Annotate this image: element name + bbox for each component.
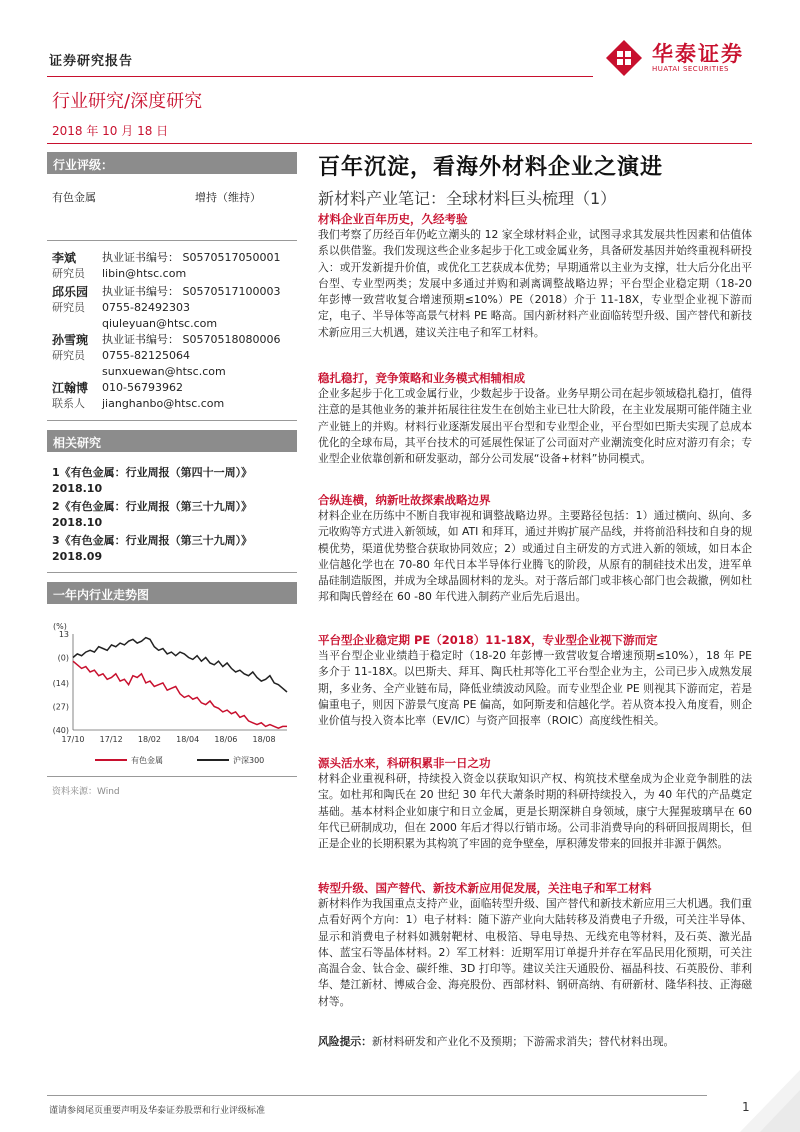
sidebar-divider [47, 776, 297, 777]
section-body: 当平台型企业业绩趋于稳定时（18-20 年彭博一致营收复合增速预期≤10%），18 年 PE 多介于 11-18X。以巴斯夫、拜耳、陶氏杜邦等化工平台型企业为主，公司已步入成熟发展期，多业务、全产业链布局，降低业绩波动风险。而专业型企业 PE 则视其下游而定，若是偏重电子，则因下游景气度高 PE 偏高，如阿斯麦和信越化学。若从资本投入角度看，则企业价值与投入资本比率（EV/IC）与资产回报率（ROIC）高度线性相关。 [318, 649, 752, 728]
logo-en: HUATAI SECURITIES [652, 65, 729, 73]
section-heading: 平台型企业稳定期 PE（2018）11-18X，专业型企业视下游而定 [318, 633, 658, 647]
analyst-phone: 0755-82125064 [102, 349, 190, 362]
analyst-phone: 010-56793962 [102, 381, 183, 394]
series-line-nonferrous [73, 661, 287, 728]
y-tick-label: (40) [52, 726, 69, 735]
analyst-email[interactable]: qiuleyuan@htsc.com [102, 317, 218, 330]
legend-label: 有色金属 [131, 756, 163, 765]
related-item[interactable] [52, 465, 297, 497]
risk-text: 新材料研发和产业化不及预期；下游需求消失；替代材料出现。 [371, 1035, 675, 1048]
brand-logo [602, 38, 762, 78]
industry-name: 有色金属 [52, 191, 96, 204]
report-subtitle: 新材料产业笔记：全球材料巨头梳理（1） [318, 189, 617, 208]
analyst-cert: 执业证书编号： S0570518080006 [102, 333, 281, 346]
x-tick-label: 18/06 [214, 735, 238, 744]
footer-disclaimer[interactable]: 谨请参阅尾页重要声明及华泰证券股票和行业评级标准 [49, 1106, 266, 1116]
section-history [318, 211, 752, 341]
sidebar-divider [47, 572, 297, 573]
y-tick-label: (14) [52, 678, 69, 688]
sidebar-divider [47, 240, 297, 241]
section-boundary [318, 492, 752, 606]
header-divider-2 [47, 143, 752, 144]
section-body: 材料企业在历练中不断自我审视和调整战略边界。主要路径包括：1）通过横向、纵向、多元收购等方式进入新领域，如 ATI 和拜耳，通过并购扩展产品线，并将前沿科技和自身的规模优势，渠道优势整合获取协同效应；2）或通过自主研发的方式进入新的领域，如日本企业信越化学也在 70-80 年代日本半导体行业腾飞的阶段，从原有的制硅技术出发，进军单晶硅制造版图，并成为全球晶圆材料的龙头。对于落后部门或非核心部门也会裁撤，例如杜邦和陶氏曾经在 60 -80 年代进入制药产业后先后退出。 [318, 509, 752, 604]
analyst-card [52, 284, 281, 330]
industry-trend-chart [47, 620, 297, 770]
chart-source: 资料来源：Wind [52, 787, 120, 797]
logo-name: 华泰证券 [652, 42, 744, 66]
series-line-csi300 [73, 638, 287, 692]
report-date: 2018 年 10 月 18 日 [52, 124, 169, 138]
analyst-cert: 执业证书编号： S0570517100003 [102, 285, 281, 298]
report-title: 百年沉淀，看海外材料企业之演进 [318, 155, 664, 180]
section-heading: 合纵连横，纳新吐故探索战略边界 [318, 493, 491, 507]
section-valuation [318, 632, 752, 729]
section-outlook [318, 880, 752, 1010]
x-tick-label: 18/02 [137, 735, 161, 744]
analyst-role: 联系人 [52, 397, 85, 410]
report-category: 行业研究/深度研究 [52, 91, 203, 112]
related-title[interactable]: 2《有色金属：行业周报（第三十九周）》 [52, 500, 253, 513]
related-date: 2018.10 [52, 482, 103, 495]
corner-decoration-icon [700, 1060, 800, 1132]
y-tick-label: (0) [57, 653, 69, 663]
analyst-email[interactable]: libin@htsc.com [102, 267, 187, 280]
section-research [318, 755, 752, 852]
analyst-card [52, 380, 225, 412]
x-tick-label: 17/10 [61, 735, 85, 744]
section-body: 我们考察了历经百年仍屹立潮头的 12 家全球材料企业，试图寻求其发展共性因素和估值体系以供借鉴。我们发现这些企业多起步于化工或金属业务，具备研发基因并始终重视科研投入：或开发新提升价值，或优化工艺获成本优势；早期通常以主业为支撑，壮大后分化出平台型、专业型两类；发展中多通过并购和剥离调整战略边界；平台型企业稳定期（18-20 年彭博一致营收复合增速预期≤10%）PE（2018）介于 11-18X，专业型企业视下游而定，电子、半导体等高景气材料 PE 略高。国内新材料产业面临转型升级、国产替代和新技术新应用三大机遇，建议关注电子和军工材料。 [318, 228, 752, 339]
analyst-name: 邱乐园 [52, 285, 89, 299]
analyst-name: 江翰博 [52, 381, 89, 395]
logo-mark-icon [602, 38, 646, 78]
sidebar-divider [47, 420, 297, 421]
related-date: 2018.10 [52, 516, 103, 529]
analyst-email[interactable]: jianghanbo@htsc.com [102, 397, 225, 410]
y-tick-label: 13 [58, 630, 69, 639]
footer-divider [47, 1095, 707, 1096]
analyst-role: 研究员 [52, 267, 85, 280]
related-title[interactable]: 1《有色金属：行业周报（第四十一周）》 [52, 466, 253, 479]
x-tick-label: 18/08 [252, 735, 276, 744]
industry-rating: 增持（维持） [195, 191, 261, 204]
analyst-role: 研究员 [52, 301, 85, 314]
report-type: 证券研究报告 [49, 54, 134, 69]
risk-label: 风险提示： [318, 1035, 372, 1048]
section-body: 新材料作为我国重点支持产业，面临转型升级、国产替代和新技术新应用三大机遇。我们重点看好两个方向：1）电子材料：随下游产业向大陆转移及消费电子升级，可关注半导体、显示和消费电子材料如溅射靶材、电极箔、导电导热、无线充电等材料，及石英、激光晶体、蓝宝石等晶体材料。2）军工材料：近期军用订单提升并存在军品民用化预期，可关注高温合金、钛合金、碳纤维、3D 打印等。建议关注天通股份、福晶科技、石英股份、菲利华、楚江新材、博威合金、海亮股份、西部材料、钢研高纳、有研新材、隆华科技、正海磁材等。 [318, 897, 752, 1008]
analyst-name: 孙雪琬 [52, 333, 89, 347]
analyst-cert: 执业证书编号： S0570517050001 [102, 251, 281, 264]
analyst-card [52, 250, 281, 282]
trend-header: 一年内行业走势图 [47, 582, 297, 604]
analyst-role: 研究员 [52, 349, 85, 362]
header-divider [47, 76, 593, 77]
rating-header: 行业评级： [47, 152, 297, 174]
analyst-phone: 0755-82492303 [102, 301, 190, 314]
x-tick-label: 18/04 [176, 735, 200, 744]
section-heading: 稳扎稳打，竞争策略和业务模式相辅相成 [318, 371, 525, 385]
analyst-card [52, 332, 281, 378]
related-list [52, 465, 297, 567]
section-heading: 材料企业百年历史，久经考验 [318, 212, 468, 226]
risk-warning [318, 1034, 752, 1050]
related-header: 相关研究 [47, 430, 297, 452]
section-heading: 转型升级、国产替代、新技术新应用促发展，关注电子和军工材料 [318, 881, 652, 895]
section-heading: 源头活水来，科研积累非一日之功 [318, 756, 491, 770]
section-body: 企业多起步于化工或金属行业，少数起步于设备。业务早期公司在起步领域稳扎稳打，值得注意的是其他业务的兼并拓展往往发生在创始主业已壮大阶段，在主业发展期可能伴随主业产业链上的并购。材料行业逐渐发展出平台型和专业型企业，平台型如巴斯夫实现了总成本优化的全球布局，其平台技术的可延展性保证了公司面对产业潮流变化时应对游刃有余；专业型企业依靠创新和研发驱动，部分公司发展“设备+材料”协同模式。 [318, 387, 752, 466]
analyst-name: 李斌 [52, 251, 77, 265]
related-item[interactable] [52, 499, 297, 531]
related-date: 2018.09 [52, 550, 103, 563]
section-strategy [318, 370, 752, 467]
y-axis-unit: (%) [53, 622, 67, 631]
related-item[interactable] [52, 533, 297, 565]
section-body: 材料企业重视科研，持续投入资金以获取知识产权、构筑技术壁垒成为企业竞争制胜的法宝。如杜邦和陶氏在 20 世纪 30 年代大萧条时期的科研持续投入，为 40 年代的产品奠定基础。基本材料企业如康宁和日立金属，更是长期深耕自身领域，康宁大猩猩玻璃早在 60 年代已研制成功，但在 2000 年后才得以行销市场。公司非消费导向的科研回报周期长，但正是企业的长期积累为其构筑了牢固的竞争壁垒，厚积薄发带来的回报并非源于偶然。 [318, 772, 752, 851]
x-tick-label: 17/12 [99, 735, 123, 744]
page-number: 1 [742, 1100, 750, 1114]
legend-label: 沪深300 [233, 756, 265, 765]
y-tick-label: (27) [52, 702, 69, 712]
analyst-email[interactable]: sunxuewan@htsc.com [102, 365, 226, 378]
related-title[interactable]: 3《有色金属：行业周报（第三十九周）》 [52, 534, 253, 547]
